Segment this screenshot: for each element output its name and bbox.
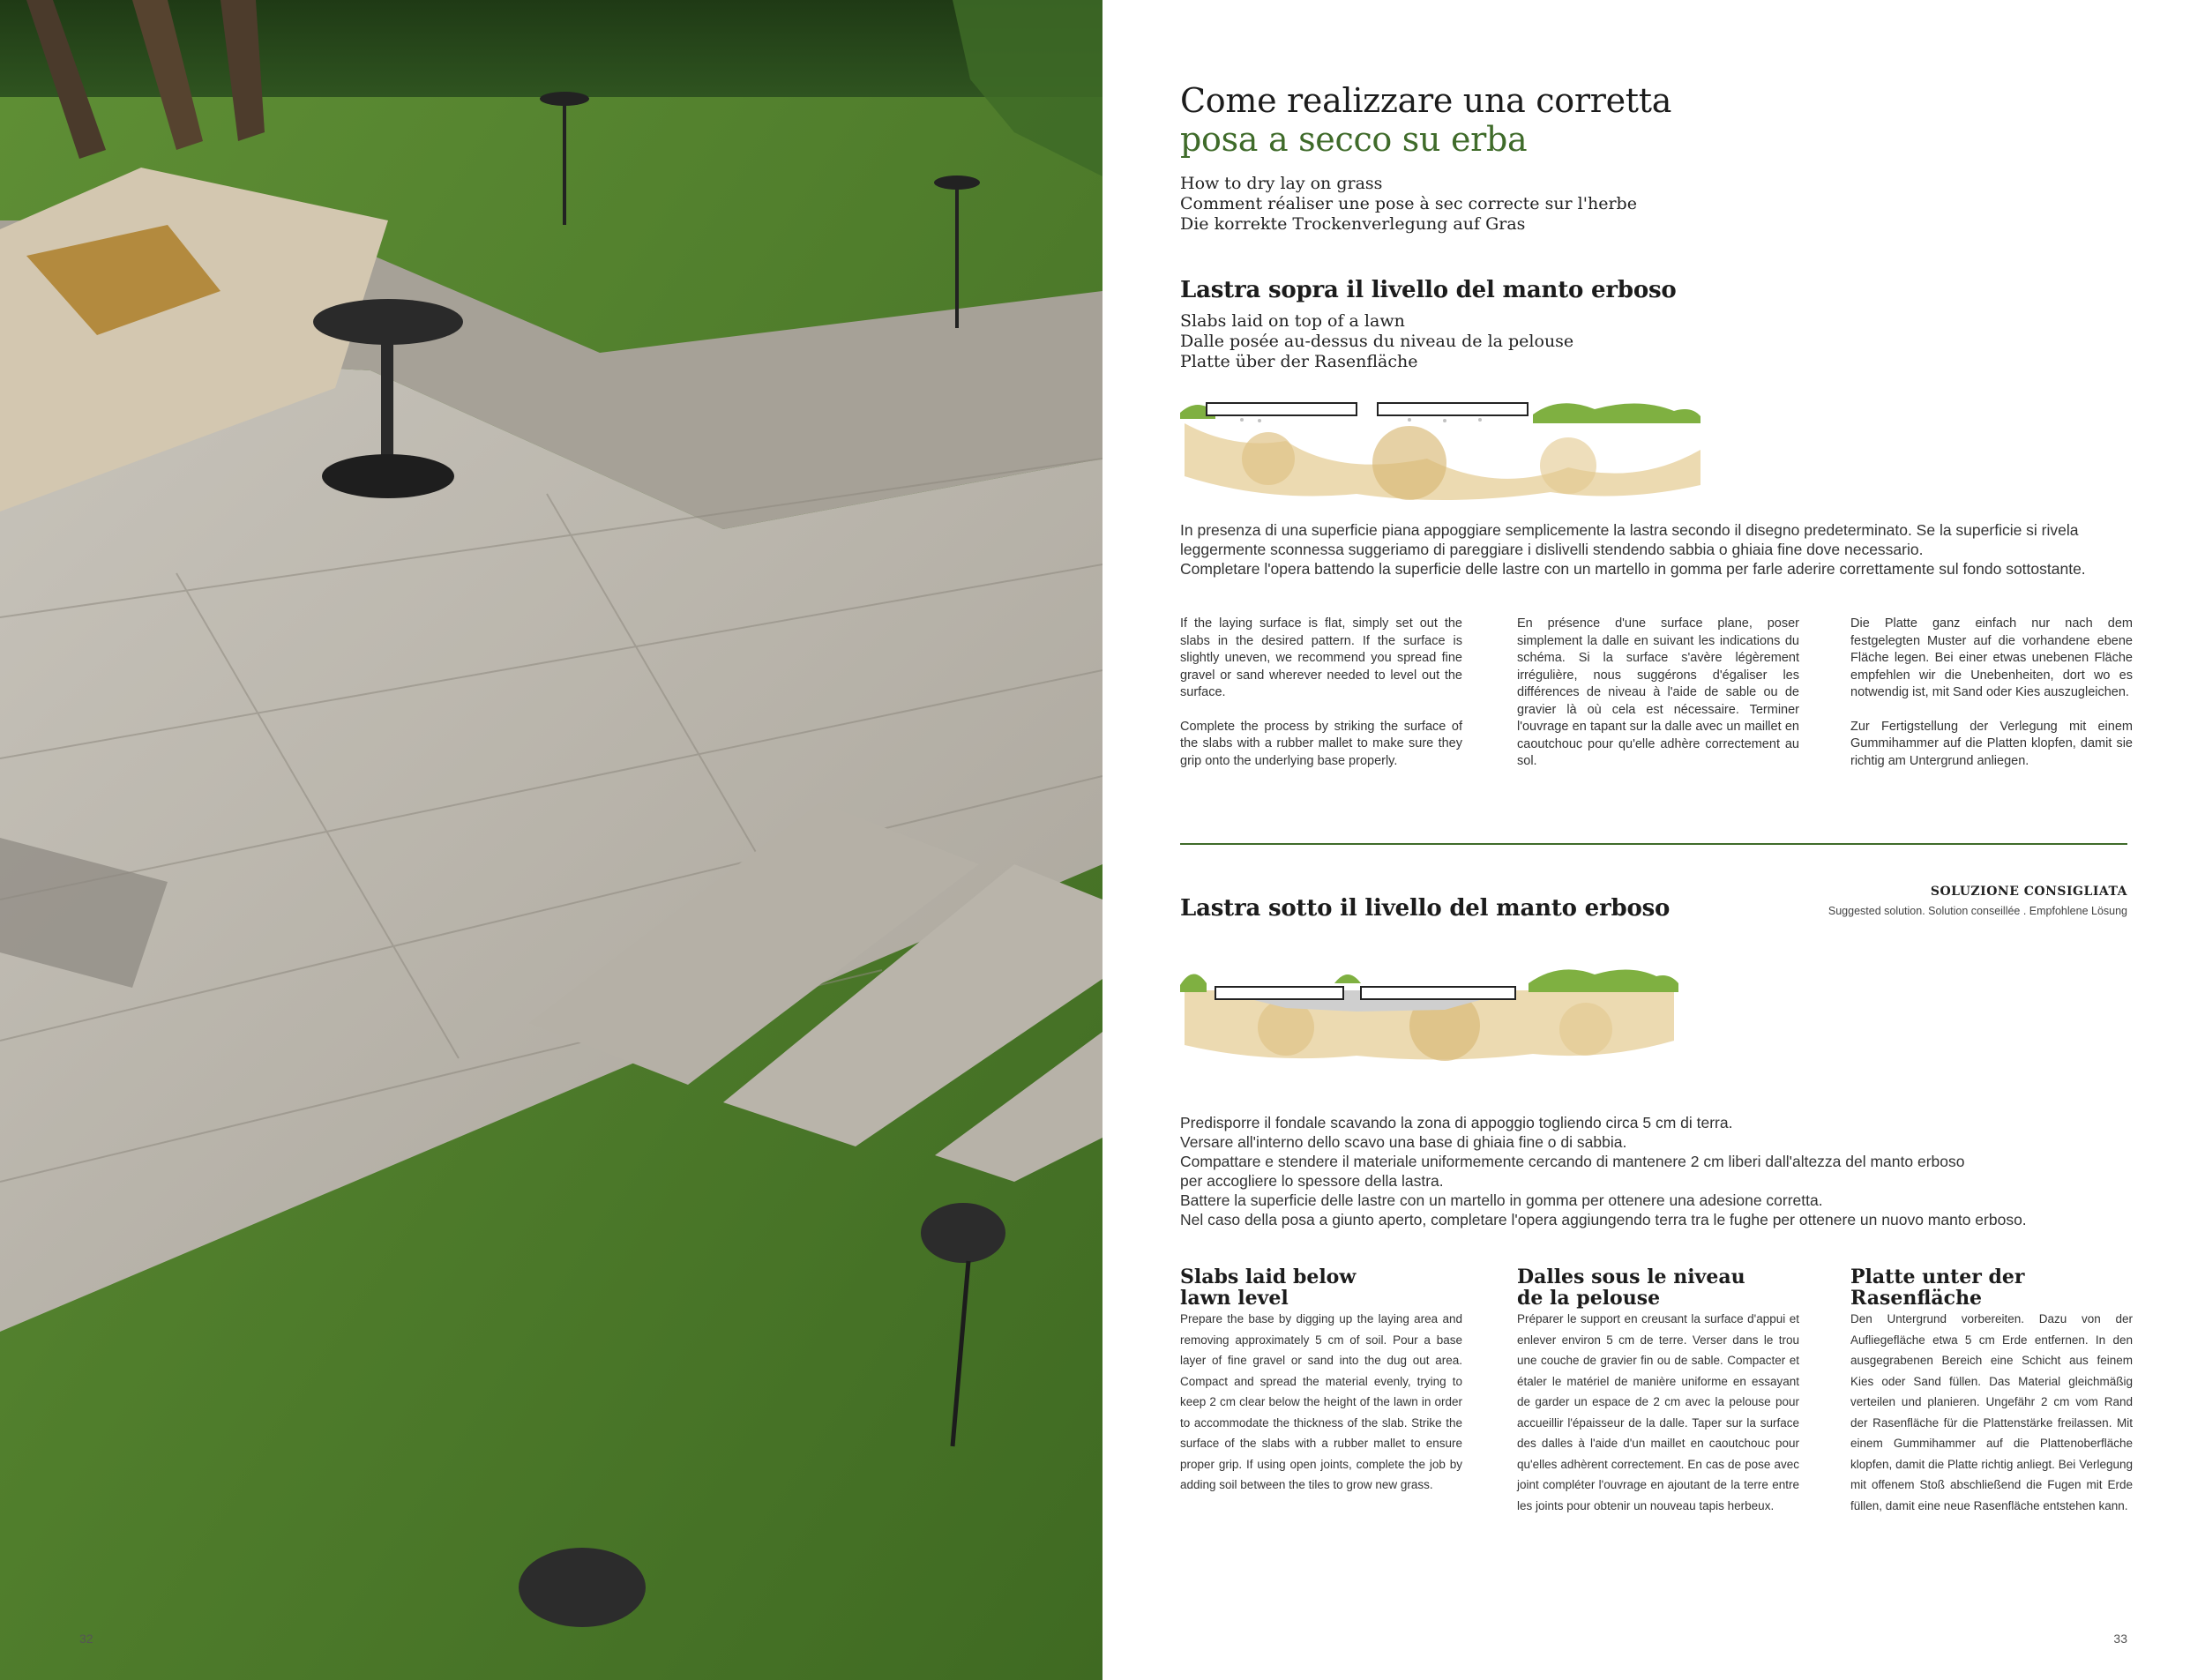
page-number-right: 33: [2113, 1631, 2127, 1646]
slab: [1378, 403, 1528, 415]
garden-lamp: [519, 1548, 646, 1627]
page-title: Come realizzare una corretta: [1180, 81, 1672, 120]
section1-heading: Lastra sopra il livello del manto erboso: [1180, 277, 1677, 303]
section2-heading: Lastra sotto il livello del manto erboso: [1180, 895, 1671, 922]
slab: [1361, 987, 1515, 999]
photo-illustration: [0, 0, 1102, 1680]
slab: [1207, 403, 1357, 415]
garden-photo: [0, 0, 1102, 1680]
diagram-slab-below-lawn: [1180, 957, 1683, 1063]
recommended-badge: SOLUZIONE CONSIGLIATA: [1930, 885, 2127, 899]
section1-column-en: If the laying surface is flat, simply set out the slabs in the desired pattern. If the surface is slightly uneven, we recommend you spread fine gravel or sand wherever needed to level out the surface. Complete the process by striking the surface of the slabs with a rubber mallet to make sure they grip onto the underlying base properly.: [1180, 616, 1462, 768]
section1-intro: In presenza di una superficie piana appoggiare semplicemente la lastra secondo il disegno predeterminato. Se la superficie si rivela leggermente sconnessa suggeriamo di pareggiare i dislivelli stendendo sabbia o ghiaia fine dove necessario. Completare l'opera battendo la superficie delle lastre con un martello in gomma per farle aderire correttamente sul fondo sottostante.: [1180, 521, 2086, 578]
section2-column-en: Slabs laid below lawn level Prepare the base by digging up the laying area and removing approximately 5 cm of soil. Pour a base layer of fine gravel or sand into the dug out area. Compact and spread the material evenly, trying to keep 2 cm clear below the height of the lawn in order to accommodate the thickness of the slab. Strike the surface of the slabs with a rubber mallet to ensure proper grip. If using open joints, complete the job by adding soil between the tiles to grow new grass.: [1180, 1266, 1462, 1491]
page-number-left: 32: [79, 1631, 93, 1646]
page-title-accent: posa a secco su erba: [1180, 120, 1528, 159]
slab: [1215, 987, 1343, 999]
section2-column-fr: Dalles sous le niveau de la pelouse Préparer le support en creusant la surface d'appui et enlever environ 5 cm de terre. Verser dans le trou une couche de gravier fin ou de sable. Compacter et étaler le matériel de manière uniforme en essayant de garder un espace de 2 cm avec la pelouse pour accueillir l'épaisseur de la dalle. Taper sur la surface des dalles à l'aide d'un maillet en caoutchouc pour qu'elles adhèrent correctement. En cas de pose avec joint compléter l'ouvrage en ajoutant de la terre entre les joints pour obtenir un nouveau tapis herbeux.: [1517, 1266, 1799, 1512]
diagram-slab-above-lawn: [1180, 388, 1709, 503]
grass-tuft: [1334, 974, 1361, 983]
section2-intro: Predisporre il fondale scavando la zona di appoggio togliendo circa 5 cm di terra. Versare all'interno dello scavo una base di ghiaia fine o di sabbia. Compattare e stendere il materiale uniformemente cercando di mantenere 2 cm liberi dall'altezza del manto erboso per accogliere lo spessore della lastra. Battere la superficie delle lastre con un martello in gomma per ottenere una adesione corretta. Nel caso della posa a giunto aperto, completare l'opera aggiungendo terra tra le fughe per ottenere un nuovo manto erboso.: [1180, 1114, 2027, 1228]
recommended-badge-sub: Suggested solution. Solution conseillée . Empfohlene Lösung: [1828, 905, 2127, 917]
instructions-page: [1102, 0, 2205, 1680]
grass-tuft: [1533, 403, 1700, 423]
section2-column-de: Platte unter der Rasenfläche Den Untergrund vorbereiten. Dazu von der Aufliegefläche etwa 5 cm Erde entfernen. In den ausgegrabenen Bereich eine Schicht aus feinem Kies oder Sand füllen. Das Material gleichmäßig verteilen und planieren. Ungefähr 2 cm vom Rand der Rasenfläche für die Plattenstärke freilassen. Mit einem Gummihammer auf die Plattenoberfläche klopfen, damit die Platte richtig anliegt. Bei Verlegung mit offenem Stoß abschließend die Fugen mit Erde füllen, damit eine neue Rasenfläche entstehen kann.: [1850, 1266, 2133, 1512]
section1-subheadings: Slabs laid on top of a lawn Dalle posée au-dessus du niveau de la pelouse Platte über der Rasenfläche: [1180, 311, 1574, 371]
page-subtitles: How to dry lay on grass Comment réaliser une pose à sec correcte sur l'herbe Die korrekte Trockenverlegung auf Gras: [1180, 174, 1637, 234]
section-divider: [1180, 843, 2127, 845]
grass-tuft: [1180, 974, 1207, 992]
grass-tuft: [1529, 969, 1678, 992]
gravel: [1240, 418, 1482, 422]
section1-column-de: Die Platte ganz einfach nur nach dem festgelegten Muster auf die vorhandene ebene Fläche legen. Bei einer etwas unebenen Fläche empfehlen wir die Unebenheiten, dort wo es notwendig ist, mit Sand oder Kies auszugleichen. Zur Fertigstellung der Verlegung mit einem Gummihammer auf die Platten klopfen, damit sie richtig am Untergrund anliegen.: [1850, 616, 2133, 768]
section1-column-fr: En présence d'une surface plane, poser simplement la dalle en suivant les indications du schéma. Si la surface s'avère légèrement irrégulière, nous suggérons d'égaliser les différences de niveau à l'aide de sable ou de gravier là où cela est nécessaire. Terminer l'ouvrage en tapant sur la dalle avec un maillet en caoutchouc pour qu'elle adhère correctement au sol.: [1517, 616, 1799, 768]
